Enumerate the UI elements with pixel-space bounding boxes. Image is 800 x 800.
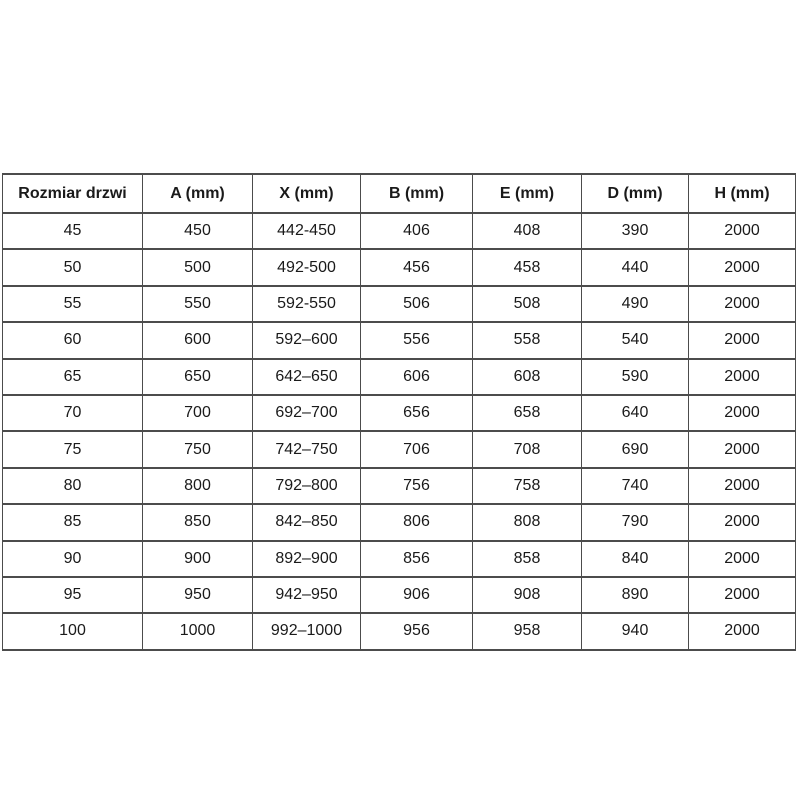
table-cell: 742–750 xyxy=(253,431,361,467)
table-cell: 806 xyxy=(361,504,473,540)
table-cell: 55 xyxy=(3,286,143,322)
table-row xyxy=(3,213,796,249)
table-cell: 890 xyxy=(582,577,689,613)
table-cell: 900 xyxy=(143,541,253,577)
table-cell: 2000 xyxy=(689,613,796,649)
table-cell: 892–900 xyxy=(253,541,361,577)
table-cell: 2000 xyxy=(689,395,796,431)
table-row xyxy=(3,504,796,540)
table-cell: 540 xyxy=(582,322,689,358)
table-cell: 85 xyxy=(3,504,143,540)
table-cell: 708 xyxy=(473,431,582,467)
table-cell: 608 xyxy=(473,359,582,395)
table-cell: 50 xyxy=(3,249,143,285)
table-cell: 70 xyxy=(3,395,143,431)
table-cell: 500 xyxy=(143,249,253,285)
table-cell: 850 xyxy=(143,504,253,540)
table-row xyxy=(3,322,796,358)
table-cell: 508 xyxy=(473,286,582,322)
table-cell: 75 xyxy=(3,431,143,467)
table-cell: 600 xyxy=(143,322,253,358)
table-row xyxy=(3,613,796,649)
table-cell: 692–700 xyxy=(253,395,361,431)
table-cell: 640 xyxy=(582,395,689,431)
table-cell: 792–800 xyxy=(253,468,361,504)
table-cell: 390 xyxy=(582,213,689,249)
table-cell: 2000 xyxy=(689,504,796,540)
table-cell: 842–850 xyxy=(253,504,361,540)
table-cell: 456 xyxy=(361,249,473,285)
header-cell-d-mm: D (mm) xyxy=(582,174,689,213)
table-cell: 606 xyxy=(361,359,473,395)
table-cell: 2000 xyxy=(689,541,796,577)
table-cell: 642–650 xyxy=(253,359,361,395)
table-row xyxy=(3,359,796,395)
table-cell: 758 xyxy=(473,468,582,504)
table-cell: 90 xyxy=(3,541,143,577)
table-header xyxy=(3,174,796,213)
table-row xyxy=(3,431,796,467)
table-row xyxy=(3,541,796,577)
table-cell: 750 xyxy=(143,431,253,467)
table-cell: 408 xyxy=(473,213,582,249)
table-cell: 2000 xyxy=(689,577,796,613)
table-cell: 956 xyxy=(361,613,473,649)
table-cell: 440 xyxy=(582,249,689,285)
table-cell: 656 xyxy=(361,395,473,431)
table-cell: 60 xyxy=(3,322,143,358)
table-cell: 95 xyxy=(3,577,143,613)
table-row xyxy=(3,468,796,504)
table-cell: 458 xyxy=(473,249,582,285)
table-cell: 2000 xyxy=(689,249,796,285)
table-cell: 958 xyxy=(473,613,582,649)
table-cell: 2000 xyxy=(689,359,796,395)
table-cell: 650 xyxy=(143,359,253,395)
table-cell: 558 xyxy=(473,322,582,358)
table-cell: 490 xyxy=(582,286,689,322)
table-row xyxy=(3,577,796,613)
table-cell: 840 xyxy=(582,541,689,577)
header-cell-a-mm: A (mm) xyxy=(143,174,253,213)
table-cell: 492-500 xyxy=(253,249,361,285)
table-row xyxy=(3,395,796,431)
header-cell-h-mm: H (mm) xyxy=(689,174,796,213)
table-cell: 706 xyxy=(361,431,473,467)
table-cell: 940 xyxy=(582,613,689,649)
door-size-spec-table xyxy=(2,173,796,651)
table-row xyxy=(3,249,796,285)
table-cell: 2000 xyxy=(689,286,796,322)
header-cell-e-mm: E (mm) xyxy=(473,174,582,213)
table-cell: 450 xyxy=(143,213,253,249)
table-cell: 950 xyxy=(143,577,253,613)
table-cell: 2000 xyxy=(689,431,796,467)
table-cell: 556 xyxy=(361,322,473,358)
table-cell: 45 xyxy=(3,213,143,249)
header-cell-x-mm: X (mm) xyxy=(253,174,361,213)
table-cell: 100 xyxy=(3,613,143,649)
table-cell: 700 xyxy=(143,395,253,431)
table-row xyxy=(3,286,796,322)
table-cell: 908 xyxy=(473,577,582,613)
table-cell: 942–950 xyxy=(253,577,361,613)
table-cell: 808 xyxy=(473,504,582,540)
table-cell: 790 xyxy=(582,504,689,540)
table-cell: 906 xyxy=(361,577,473,613)
header-cell-rozmiar-drzwi: Rozmiar drzwi xyxy=(3,174,143,213)
header-cell-b-mm: B (mm) xyxy=(361,174,473,213)
table-cell: 658 xyxy=(473,395,582,431)
table-cell: 592-550 xyxy=(253,286,361,322)
table-cell: 740 xyxy=(582,468,689,504)
table-cell: 690 xyxy=(582,431,689,467)
table-cell: 80 xyxy=(3,468,143,504)
table-cell: 800 xyxy=(143,468,253,504)
table-cell: 550 xyxy=(143,286,253,322)
table-cell: 590 xyxy=(582,359,689,395)
table-cell: 506 xyxy=(361,286,473,322)
table-cell: 592–600 xyxy=(253,322,361,358)
table-cell: 2000 xyxy=(689,468,796,504)
table-cell: 858 xyxy=(473,541,582,577)
table-cell: 65 xyxy=(3,359,143,395)
table-cell: 1000 xyxy=(143,613,253,649)
table-cell: 442-450 xyxy=(253,213,361,249)
table-cell: 406 xyxy=(361,213,473,249)
table-cell: 2000 xyxy=(689,322,796,358)
table-cell: 856 xyxy=(361,541,473,577)
table-cell: 2000 xyxy=(689,213,796,249)
table-body xyxy=(3,213,796,650)
table-cell: 992–1000 xyxy=(253,613,361,649)
header-row xyxy=(3,174,796,213)
table-cell: 756 xyxy=(361,468,473,504)
